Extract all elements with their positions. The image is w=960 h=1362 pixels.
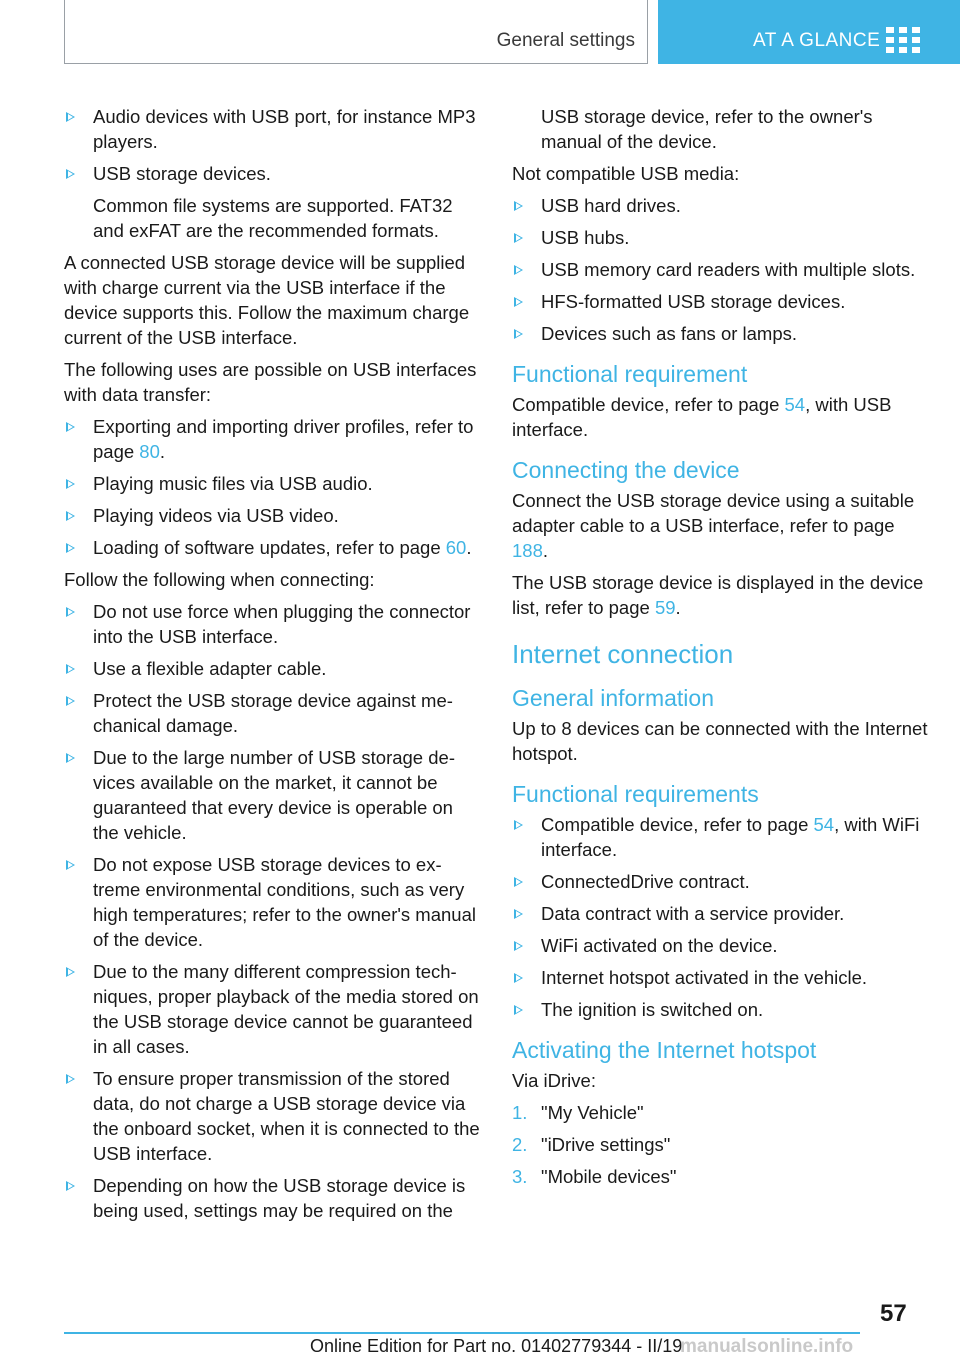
list-item: Playing videos via USB video. bbox=[64, 503, 480, 528]
list-item: USB storage devices. bbox=[64, 161, 480, 186]
footer-divider bbox=[64, 1332, 860, 1334]
list-item: HFS-formatted USB storage devices. bbox=[512, 289, 932, 314]
step-item: 3. "Mobile devices" bbox=[512, 1166, 677, 1187]
bullet-icon bbox=[514, 297, 523, 307]
list-item: Do not use force when plugging the connector into the USB interface. bbox=[64, 599, 480, 649]
list-item: Exporting and importing driver profiles, refer to page 80. bbox=[64, 414, 480, 464]
bullet-icon bbox=[514, 973, 523, 983]
heading-functional-requirements: Functional requirements bbox=[512, 781, 759, 807]
heading-general-information: General information bbox=[512, 685, 714, 711]
bullet-icon bbox=[66, 479, 75, 489]
bullet-icon bbox=[66, 169, 75, 179]
list-item: Playing music files via USB audio. bbox=[64, 471, 480, 496]
bullet-icon bbox=[514, 941, 523, 951]
bullet-icon bbox=[66, 607, 75, 617]
list-item: USB memory card readers with multiple slots. bbox=[512, 257, 932, 282]
paragraph: The USB storage device is displayed in the device list, refer to page 59. bbox=[512, 572, 924, 618]
bullet-icon bbox=[66, 696, 75, 706]
list-item: Compatible device, refer to page 54, with WiFi interface. bbox=[512, 812, 932, 862]
bullet-icon bbox=[66, 511, 75, 521]
list-item: USB hard drives. bbox=[512, 193, 932, 218]
edition-text: Online Edition for Part no. 01402779344 - II/19 bbox=[310, 1336, 683, 1356]
list-item: Due to the large number of USB storage devices available on the market, it cannot be guaranteed that every device is operable on the vehicle. bbox=[64, 745, 480, 845]
paragraph: Connect the USB storage device using a suitable adapter cable to a USB interface, refer to page 188. bbox=[512, 490, 915, 561]
paragraph: Follow the following when connecting: bbox=[64, 569, 375, 590]
watermark: manualsonline.info bbox=[680, 1336, 854, 1357]
heading-internet-connection: Internet connection bbox=[512, 639, 734, 669]
left-column bbox=[64, 104, 480, 1230]
bullet-icon bbox=[514, 233, 523, 243]
list-item: Due to the many different compression techniques, proper playback of the media stored on the USB storage device cannot be guaranteed in all cases. bbox=[64, 959, 480, 1059]
list-item-continuation: USB storage device, refer to the owner's manual of the device. bbox=[541, 106, 873, 152]
page-link[interactable]: 188 bbox=[512, 540, 543, 561]
page-link[interactable]: 54 bbox=[784, 394, 806, 415]
list-item: Do not expose USB storage devices to extreme environmental conditions, such as very high temperatures; refer to the owner's manual of the device. bbox=[64, 852, 480, 952]
bullet-icon bbox=[66, 543, 75, 553]
list-item: Internet hotspot activated in the vehicle. bbox=[512, 965, 932, 990]
grid-icon bbox=[886, 27, 922, 53]
page-link[interactable]: 54 bbox=[813, 814, 835, 835]
heading-activating-hotspot: Activating the Internet hotspot bbox=[512, 1037, 817, 1063]
bullet-icon bbox=[66, 753, 75, 763]
step-item: 1. "My Vehicle" bbox=[512, 1102, 644, 1123]
bullet-icon bbox=[66, 967, 75, 977]
list-item: WiFi activated on the device. bbox=[512, 933, 932, 958]
right-column bbox=[512, 104, 932, 1196]
paragraph: The following uses are possible on USB interfaces with data transfer: bbox=[64, 359, 477, 405]
list-item-continuation: Common file systems are supported. FAT32 and exFAT are the recommended formats. bbox=[93, 195, 453, 241]
step-number: 3. bbox=[512, 1166, 528, 1187]
page-link[interactable]: 80 bbox=[139, 441, 160, 462]
step-number: 1. bbox=[512, 1102, 528, 1123]
bullet-icon bbox=[66, 664, 75, 674]
list-item: To ensure proper transmission of the stored data, do not charge a USB storage device via the onboard socket, when it is connected to the USB interface. bbox=[64, 1066, 480, 1166]
heading-functional-requirement: Functional requirement bbox=[512, 361, 748, 387]
paragraph: Up to 8 devices can be connected with the Internet hotspot. bbox=[512, 718, 928, 764]
heading-connecting-device: Connecting the device bbox=[512, 457, 740, 483]
bullet-icon bbox=[514, 329, 523, 339]
bullet-icon bbox=[66, 422, 75, 432]
list-item: ConnectedDrive contract. bbox=[512, 869, 932, 894]
bullet-icon bbox=[514, 1005, 523, 1015]
page-link[interactable]: 59 bbox=[654, 597, 676, 618]
bullet-icon bbox=[66, 1181, 75, 1191]
bullet-icon bbox=[66, 860, 75, 870]
list-item: Devices such as fans or lamps. bbox=[512, 321, 932, 346]
bullet-icon bbox=[66, 1074, 75, 1084]
list-item: Loading of software updates, refer to page 60. bbox=[64, 535, 480, 560]
page-number: 57 bbox=[880, 1300, 907, 1327]
list-item: Protect the USB storage device against mechanical damage. bbox=[64, 688, 480, 738]
list-item: Depending on how the USB storage device is being used, settings may be required on the bbox=[64, 1173, 480, 1223]
step-item: 2. "iDrive settings" bbox=[512, 1134, 671, 1155]
bullet-icon bbox=[514, 909, 523, 919]
header-section-box bbox=[64, 0, 648, 64]
page-link[interactable]: 60 bbox=[445, 537, 467, 558]
list-item: Audio devices with USB port, for instance MP3 players. bbox=[64, 104, 480, 154]
paragraph: Not compatible USB media: bbox=[512, 163, 740, 184]
bullet-icon bbox=[514, 820, 523, 830]
bullet-icon bbox=[66, 112, 75, 122]
list-item: The ignition is switched on. bbox=[512, 997, 932, 1022]
paragraph: Via iDrive: bbox=[512, 1070, 596, 1091]
paragraph: Compatible device, refer to page 54, with USB interface. bbox=[512, 394, 892, 440]
section-title: General settings bbox=[496, 30, 635, 51]
list-item: Use a flexible adapter cable. bbox=[64, 656, 480, 681]
paragraph: A connected USB storage device will be supplied with charge current via the USB interface if the device supports this. Follow the maximum charge current of the USB interface. bbox=[64, 252, 470, 348]
bullet-icon bbox=[514, 201, 523, 211]
chapter-title: AT A GLANCE bbox=[753, 30, 881, 51]
bullet-icon bbox=[514, 265, 523, 275]
step-number: 2. bbox=[512, 1134, 528, 1155]
list-item: USB hubs. bbox=[512, 225, 932, 250]
chapter-tab bbox=[658, 0, 960, 64]
list-item: Data contract with a service provider. bbox=[512, 901, 932, 926]
bullet-icon bbox=[514, 877, 523, 887]
